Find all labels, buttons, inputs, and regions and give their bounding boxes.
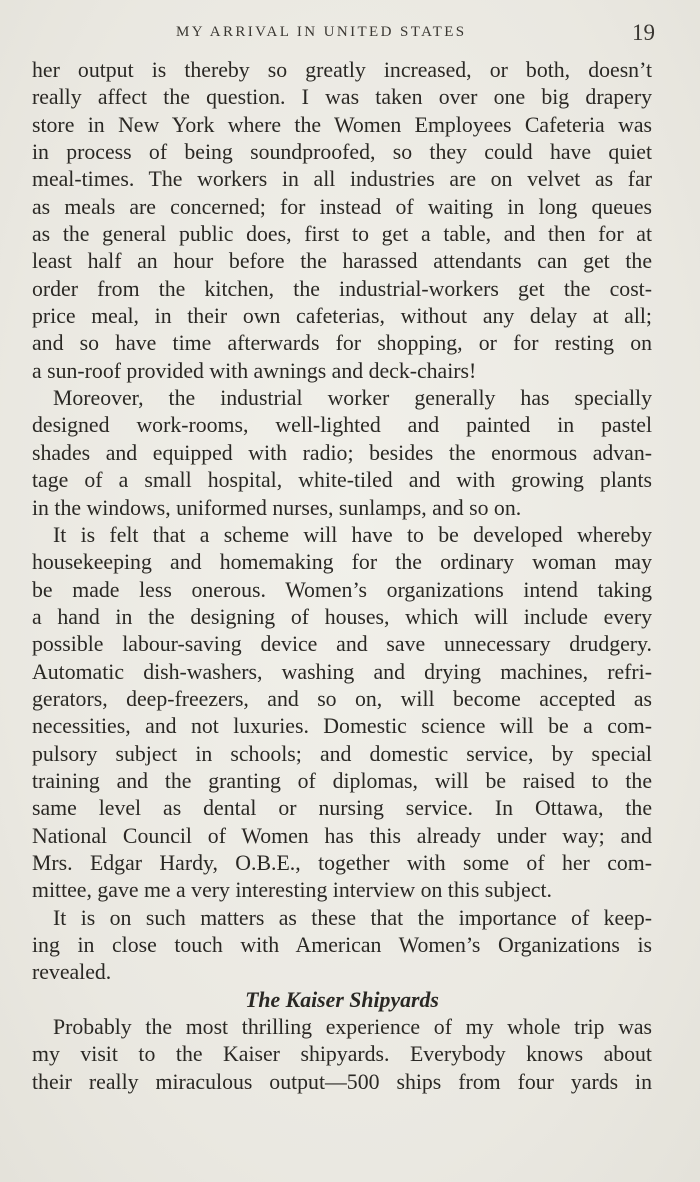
- paragraph-end-line: a sun-roof provided with awnings and deck-chairs!: [32, 358, 477, 383]
- text-line: National Council of Women has this already under way; and: [32, 823, 652, 848]
- paragraph-end-line: in the windows, uniformed nurses, sunlamps, and so on.: [32, 495, 522, 520]
- text-line: housekeeping and homemaking for the ordinary woman may: [32, 550, 652, 575]
- text-line: really affect the question. I was taken over one big drapery: [32, 85, 652, 110]
- running-title: MY ARRIVAL IN UNITED STATES: [176, 24, 467, 40]
- text-line: Mrs. Edgar Hardy, O.B.E., together with some of her com-: [32, 850, 652, 875]
- paragraph-end-line: revealed.: [32, 960, 112, 985]
- page-bottom-margin: [0, 1100, 700, 1182]
- text-line: as the general public does, first to get a table, and then for at: [32, 222, 652, 247]
- text-line: their really miraculous output—500 ships from four yards in: [32, 1069, 652, 1094]
- text-line: gerators, deep-freezers, and so on, will become accepted as: [32, 686, 652, 711]
- text-line: least half an hour before the harassed attendants can get the: [32, 249, 652, 274]
- text-line: meal-times. The workers in all industries are on velvet as far: [32, 167, 652, 192]
- text-line: order from the kitchen, the industrial-workers get the cost-: [32, 276, 652, 301]
- text-line: Automatic dish-washers, washing and drying machines, refri-: [32, 659, 652, 684]
- text-line: possible labour-saving device and save unnecessary drudgery.: [32, 632, 652, 657]
- text-line: in process of being soundproofed, so they could have quiet: [32, 140, 652, 165]
- paragraph-start-line: Moreover, the industrial worker generally has specially: [53, 386, 652, 411]
- text-line: her output is thereby so greatly increased, or both, doesn’t: [32, 58, 652, 82]
- text-line: necessities, and not luxuries. Domestic science will be a com-: [32, 714, 652, 739]
- paragraph-start-line: It is on such matters as these that the importance of keep-: [53, 905, 652, 930]
- text-line: a hand in the designing of houses, which will include every: [32, 604, 652, 629]
- text-line: designed work-rooms, well-lighted and painted in pastel: [32, 413, 652, 438]
- text-line: store in New York where the Women Employees Cafeteria was: [32, 112, 652, 137]
- text-line: tage of a small hospital, white-tiled and with growing plants: [32, 468, 652, 493]
- text-line: be made less onerous. Women’s organizations intend taking: [32, 577, 652, 602]
- text-line: my visit to the Kaiser shipyards. Everybody knows about: [32, 1042, 652, 1067]
- text-line: price meal, in their own cafeterias, without any delay at all;: [32, 304, 652, 329]
- text-line: same level as dental or nursing service. In Ottawa, the: [32, 796, 652, 821]
- text-line: and so have time afterwards for shopping, or for resting on: [32, 331, 652, 356]
- text-line: shades and equipped with radio; besides the enormous advan-: [32, 440, 652, 465]
- paragraph-start-line: Probably the most thrilling experience of my whole trip was: [53, 1015, 652, 1040]
- body-text: [32, 57, 652, 1096]
- section-heading: The Kaiser Shipyards: [245, 987, 439, 1012]
- text-line: as meals are concerned; for instead of waiting in long queues: [32, 194, 652, 219]
- text-line: pulsory subject in schools; and domestic service, by special: [32, 741, 652, 766]
- paragraph-start-line: It is felt that a scheme will have to be developed whereby: [53, 522, 652, 547]
- paragraph-end-line: mittee, gave me a very interesting interview on this subject.: [32, 878, 552, 903]
- text-line: ing in close touch with American Women’s Organizations is: [32, 933, 652, 957]
- running-head: [0, 20, 700, 46]
- text-line: training and the granting of diplomas, will be raised to the: [32, 768, 652, 793]
- page-number: 19: [632, 20, 655, 45]
